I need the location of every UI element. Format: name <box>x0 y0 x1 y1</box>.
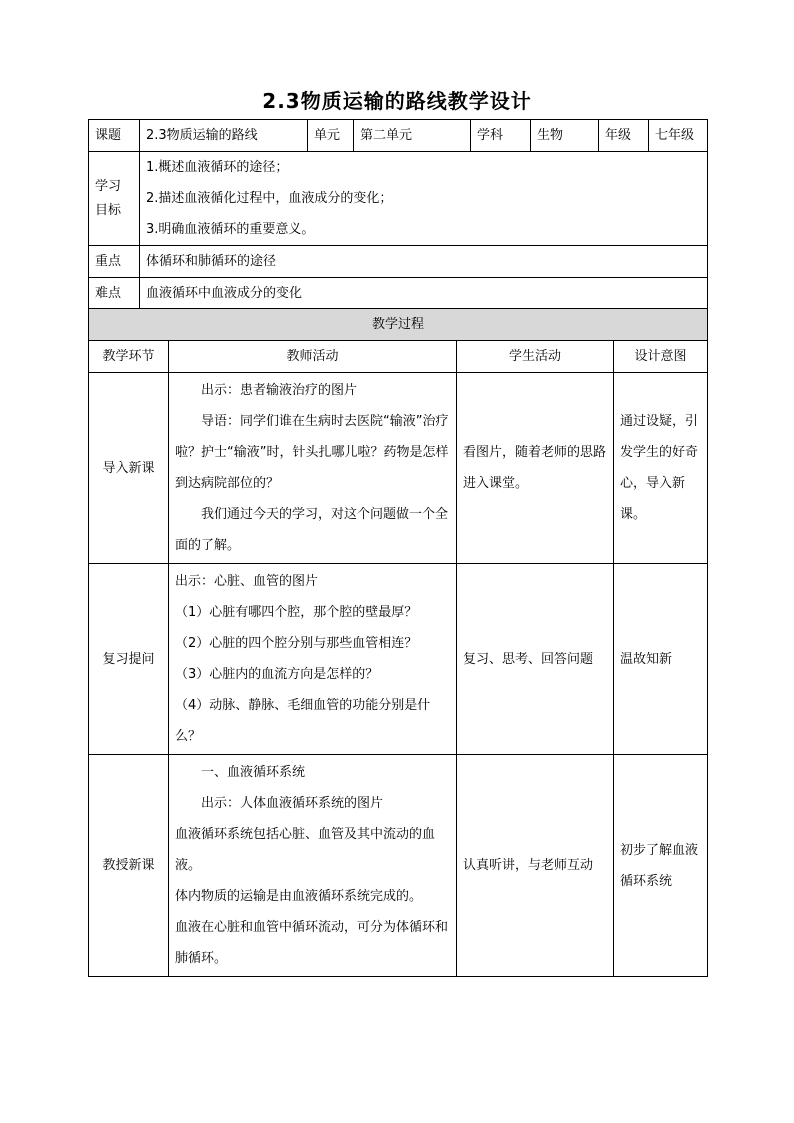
course-label: 课题 <box>89 120 140 152</box>
objectives-label <box>89 152 140 246</box>
teacher-cell <box>169 755 457 977</box>
teacher-line: 出示：患者输液治疗的图片 <box>201 383 358 398</box>
teacher-line: 血液循环系统包括心脏、血管及其中流动的血液。 <box>175 827 436 873</box>
stage-cell: 教授新课 <box>89 755 169 977</box>
teacher-line: 出示：人体血液循环系统的图片 <box>201 796 384 811</box>
col-header-intent: 设计意图 <box>614 341 708 373</box>
grade-value: 七年级 <box>649 120 708 152</box>
teacher-cell <box>169 373 457 564</box>
intent-cell: 通过设疑，引发学生的好奇心，导入新课。 <box>614 373 708 564</box>
teacher-line: 体内物质的运输是由血液循环系统完成的。 <box>175 889 423 904</box>
teacher-line: 导语：同学们谁在生病时去医院“输液”治疗啦？护士“输液”时，针头扎哪儿啦？药物是怎样到达病院部位的？ <box>175 414 449 491</box>
process-table <box>88 308 708 977</box>
objectives-label-line1: 学习 <box>95 178 122 194</box>
objective-item: 3.明确血液循环的重要意义。 <box>146 222 315 237</box>
objective-item: 2.描述血液循化过程中，血液成分的变化； <box>146 191 393 206</box>
col-header-teacher: 教师活动 <box>169 341 457 373</box>
stage-cell: 复习提问 <box>89 564 169 755</box>
key-point-text: 体循环和肺循环的途径 <box>140 246 708 278</box>
student-cell: 复习、思考、回答问题 <box>457 564 614 755</box>
process-header: 教学过程 <box>89 309 708 341</box>
student-cell: 看图片，随着老师的思路进入课堂。 <box>457 373 614 564</box>
col-header-stage: 教学环节 <box>89 341 169 373</box>
info-table <box>88 119 708 310</box>
teacher-line: 一、血液循环系统 <box>201 765 306 780</box>
difficulty-label: 难点 <box>89 278 140 310</box>
teacher-line: （4）动脉、静脉、毛细血管的功能分别是什么？ <box>175 698 431 744</box>
table-row <box>89 564 708 755</box>
key-point-label: 重点 <box>89 246 140 278</box>
teacher-line: 出示：心脏、血管的图片 <box>175 574 319 589</box>
stage-cell: 导入新课 <box>89 373 169 564</box>
teacher-line: 血液在心脏和血管中循环流动，可分为体循环和肺循环。 <box>175 920 449 966</box>
teacher-line: 我们通过今天的学习，对这个问题做一个全面的了解。 <box>175 507 449 553</box>
document-title: 2.3物质运输的路线教学设计 <box>262 89 532 113</box>
objectives-label-line2: 目标 <box>95 202 122 218</box>
table-row <box>89 755 708 977</box>
unit-label: 单元 <box>308 120 354 152</box>
teacher-line: （1）心脏有哪四个腔，那个腔的壁最厚？ <box>175 605 418 620</box>
difficulty-text: 血液循环中血液成分的变化 <box>140 278 708 310</box>
subject-label: 学科 <box>471 120 531 152</box>
objectives-list <box>140 152 708 246</box>
col-header-student: 学生活动 <box>457 341 614 373</box>
teacher-line: （3）心脏内的血流方向是怎样的？ <box>175 667 379 682</box>
intent-cell: 初步了解血液循环系统 <box>614 755 708 977</box>
table-row <box>89 373 708 564</box>
course-value: 2.3物质运输的路线 <box>140 120 308 152</box>
intent-cell: 温故知新 <box>614 564 708 755</box>
objective-item: 1.概述血液循环的途径； <box>146 160 289 175</box>
unit-value: 第二单元 <box>354 120 471 152</box>
subject-value: 生物 <box>531 120 599 152</box>
grade-label: 年级 <box>599 120 649 152</box>
teacher-cell <box>169 564 457 755</box>
teacher-line: （2）心脏的四个腔分别与那些血管相连？ <box>175 636 418 651</box>
student-cell: 认真听讲，与老师互动 <box>457 755 614 977</box>
